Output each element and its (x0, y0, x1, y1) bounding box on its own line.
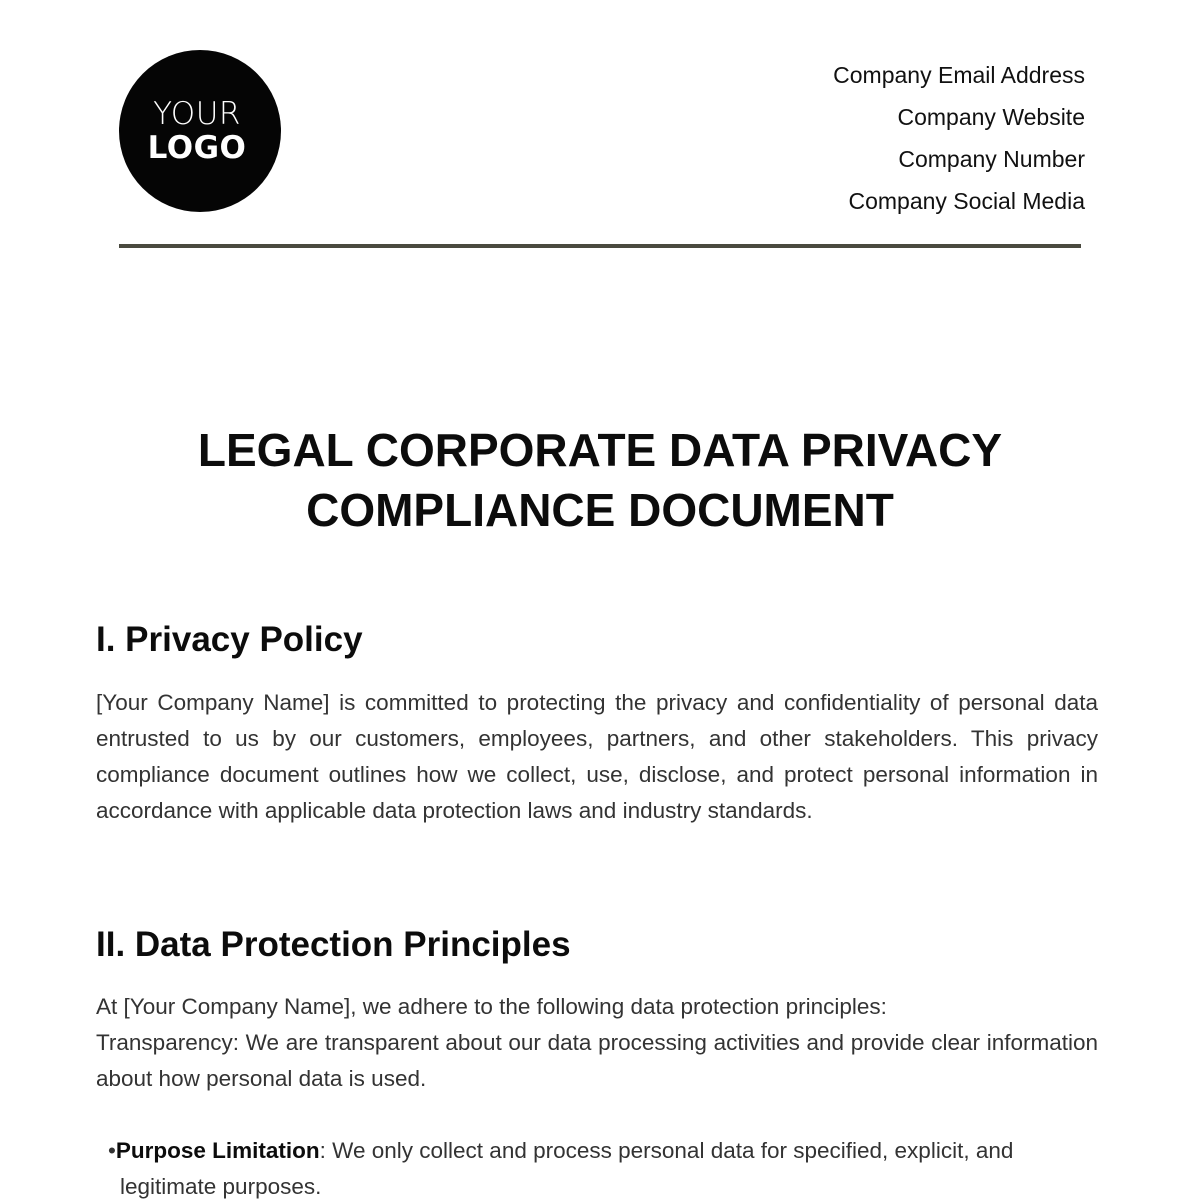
logo-line-1: YOUR (153, 96, 241, 132)
company-website: Company Website (897, 104, 1085, 130)
logo-line-2: LOGO (147, 130, 247, 166)
bullet-text: : We only collect and process personal data for specified, explicit, and legitimate purposes. (120, 1138, 1014, 1199)
company-email: Company Email Address (833, 62, 1085, 88)
company-contact-block (833, 54, 1085, 222)
section-heading-data-protection-principles: II. Data Protection Principles (96, 925, 571, 964)
document-title: LEGAL CORPORATE DATA PRIVACY COMPLIANCE DOCUMENT (197, 424, 1003, 536)
bullet-marker: • (108, 1138, 116, 1163)
bullet-purpose-limitation (108, 1133, 1100, 1200)
bullet-term: Purpose Limitation (115, 1138, 320, 1163)
company-social-media: Company Social Media (848, 188, 1085, 214)
header-divider (119, 244, 1081, 248)
company-number: Company Number (898, 146, 1085, 172)
section-heading-privacy-policy: I. Privacy Policy (96, 620, 363, 659)
transparency-paragraph: Transparency: We are transparent about our data processing activities and provide clear information about how personal data is used. (96, 1030, 1098, 1091)
privacy-policy-paragraph: [Your Company Name] is committed to protecting the privacy and confidentiality of personal data entrusted to us by our customers, employees, partners, and other stakeholders. This privacy compliance document outlines how we collect, use, disclose, and protect personal information in accordance with applicable data protection laws and industry standards. (96, 690, 1098, 823)
principles-intro: At [Your Company Name], we adhere to the following data protection principles: (96, 994, 887, 1019)
company-logo (119, 50, 281, 212)
